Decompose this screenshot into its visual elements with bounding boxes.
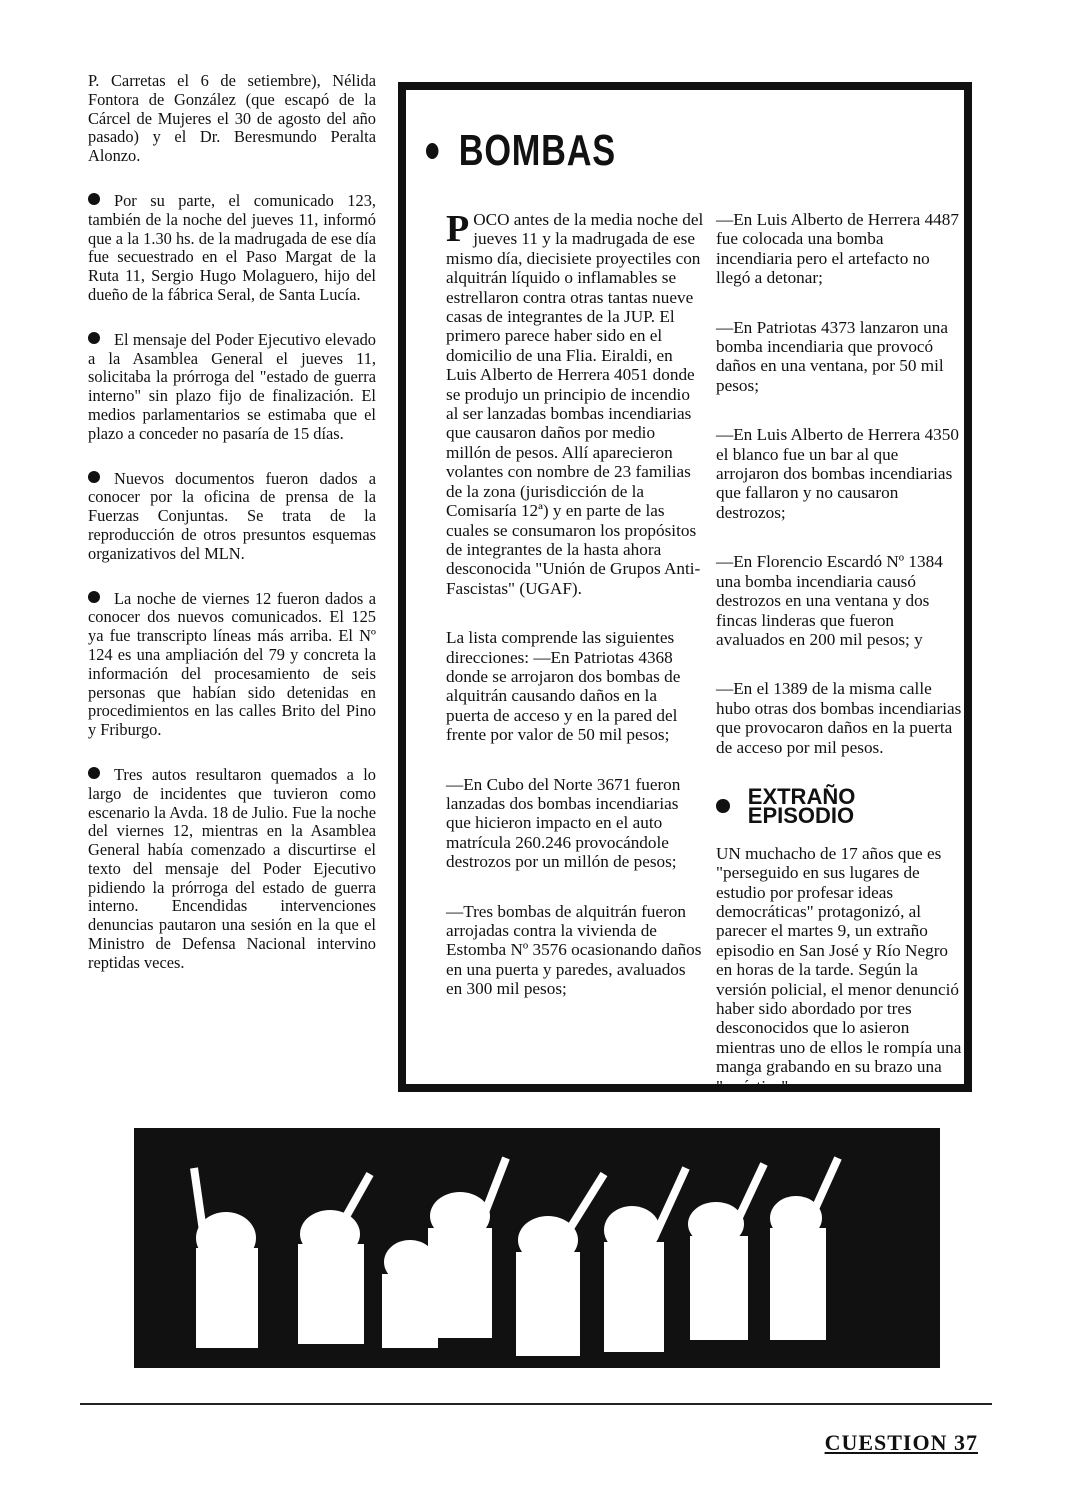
paragraph: —Tres bombas de alquitrán fueron arrojadas contra la vivienda de Estomba Nº 3576 ocasionando daños en una puerta y paredes, avaluados en 300 mil pesos;	[446, 901, 702, 999]
paragraph: —En Florencio Escardó Nº 1384 una bomba incendiaria causó destrozos en una ventana y dos fincas linderas que fueron avaluados en 200 mil pesos; y	[716, 552, 943, 649]
paragraph: POCO antes de la media noche del jueves 11 y la madrugada de ese mismo día, diecisiete proyectiles con alquitrán líquido o inflamables se estrellaron contra otras tantas nueve casas de integrantes de la JUP. El primero parece haber sido en el domicilio de una Flia. Eiraldi, en Luis Alberto de Herrera 4051 donde se produjo un principio de incendio al ser lanzadas bombas incendiarias que causaron daños por medio millón de pesos. Allí aparecieron volantes con nombre de 23 familias de la zona (jurisdicción de la Comisaría 12ª) y en parte de las cuales se consumaron los propósitos de integrantes de la hasta ahora desconocida "Unión de Grupos Anti-Fascistas" (UGAF).	[446, 208, 704, 598]
sub-headline: EXTRAÑO EPISODIO	[716, 787, 964, 826]
paragraph: —En el 1389 de la misma calle hubo otras dos bombas incendiarias que provocaron daños en la puerta de acceso por mil pesos.	[716, 679, 962, 757]
paragraph: —En Patriotas 4373 lanzaron una bomba incendiaria que provocó daños en una ventana, por 50 mil pesos;	[716, 317, 948, 395]
left-column	[88, 72, 376, 999]
article-column-1	[446, 210, 704, 1029]
bullet-icon	[88, 471, 100, 483]
bullet-icon	[88, 767, 100, 779]
paragraph: —En Cubo del Norte 3671 fueron lanzadas dos bombas incendiarias que hicieron impacto en el auto matrícula 260.246 provocándole destrozos por un millón de pesos;	[446, 774, 681, 872]
bullet-paragraph: Tres autos resultaron quemados a lo largo de incidentes que tuvieron como escenario la Avda. 18 de Julio. Fue la noche del viernes 12, mientras en la Asamblea General había comenzado a discurtirse el texto del mensaje del Poder Ejecutivo pidiendo la prórroga del estado de guerra interno. Encendidas intervenciones denuncias pautaron una sesión en la que el Ministro de Defensa Nacional intervino reptidas veces.	[88, 764, 376, 972]
bullet-icon	[426, 143, 438, 159]
page-footer: CUESTION 37	[824, 1430, 978, 1455]
bombas-boxed-article	[398, 82, 972, 1096]
bullet-paragraph: El mensaje del Poder Ejecutivo elevado a la Asamblea General el jueves 11, solicitaba la prórroga del "estado de guerra interno" sin plazo fijo de finalización. El medios parlamentarios se estimaba que el plazo a conceder no pasaría de 15 días.	[88, 329, 376, 443]
bullet-paragraph: La noche de viernes 12 fueron dados a conocer dos nuevos comunicados. El 125 ya fue transcripto líneas más arriba. El Nº 124 es una ampliación del 79 y concreta la información del procesamiento de seis personas que habían sido detenidas en procedimientos en las calles Brito del Pino y Friburgo.	[88, 588, 376, 740]
paragraph: UN muchacho de 17 años que es "perseguido en sus lugares de estudio por profesar ideas democráticas" protagonizó, al parecer el martes 9, un extraño episodio en San José y Río Negro en horas de la tarde. Según la versión policial, el menor denunció haber sido abordado por tres desconocidos que lo asieron mientras uno de ellos le rompía una manga grabando en su brazo una "swástica".	[716, 843, 962, 1096]
bullet-icon	[716, 799, 730, 813]
bullet-paragraph: Nuevos documentos fueron dados a conocer por la oficina de prensa de la Fuerzas Conjuntas. Se trata de la reproducción de otros presuntos esquemas organizativos del MLN.	[88, 468, 376, 563]
footer-divider	[80, 1403, 992, 1405]
paragraph: La lista comprende las siguientes direcciones: —En Patriotas 4368 donde se arrojaron dos bombas de alquitrán causando daños en la puerta de acceso y en la pared del frente por valor de 50 mil pesos;	[446, 628, 681, 745]
bullet-paragraph: Por su parte, el comunicado 123, también de la noche del jueves 11, informó que a la 1.30 hs. de la madrugada de ese día fue secuestrado en el Paso Margat de la Ruta 11, Sergio Hugo Molaguero, hijo del dueño de la fábrica Seral, de Santa Lucía.	[88, 190, 376, 304]
soldiers-silhouette-icon	[134, 1128, 940, 1368]
bullet-icon	[88, 591, 100, 603]
soldiers-silhouette-image	[134, 1128, 940, 1368]
paragraph: —En Luis Alberto de Herrera 4350 el blanco fue un bar al que arrojaron dos bombas incendiarias que fallaron y no causaron destrozos;	[716, 425, 959, 522]
bullet-icon	[88, 193, 100, 205]
article-column-2	[716, 210, 964, 1126]
bullet-icon	[88, 332, 100, 344]
drop-cap: P	[446, 208, 470, 250]
article-headline: BOMBAS	[426, 126, 832, 176]
paragraph: —En Luis Alberto de Herrera 4487 fue colocada una bomba incendiaria pero el artefacto no llegó a detonar;	[716, 210, 959, 288]
paragraph: P. Carretas el 6 de setiembre), Nélida Fontora de González (que escapó de la Cárcel de Mujeres el 30 de agosto del año pasado) y el Dr. Beresmundo Peralta Alonzo.	[88, 71, 376, 166]
